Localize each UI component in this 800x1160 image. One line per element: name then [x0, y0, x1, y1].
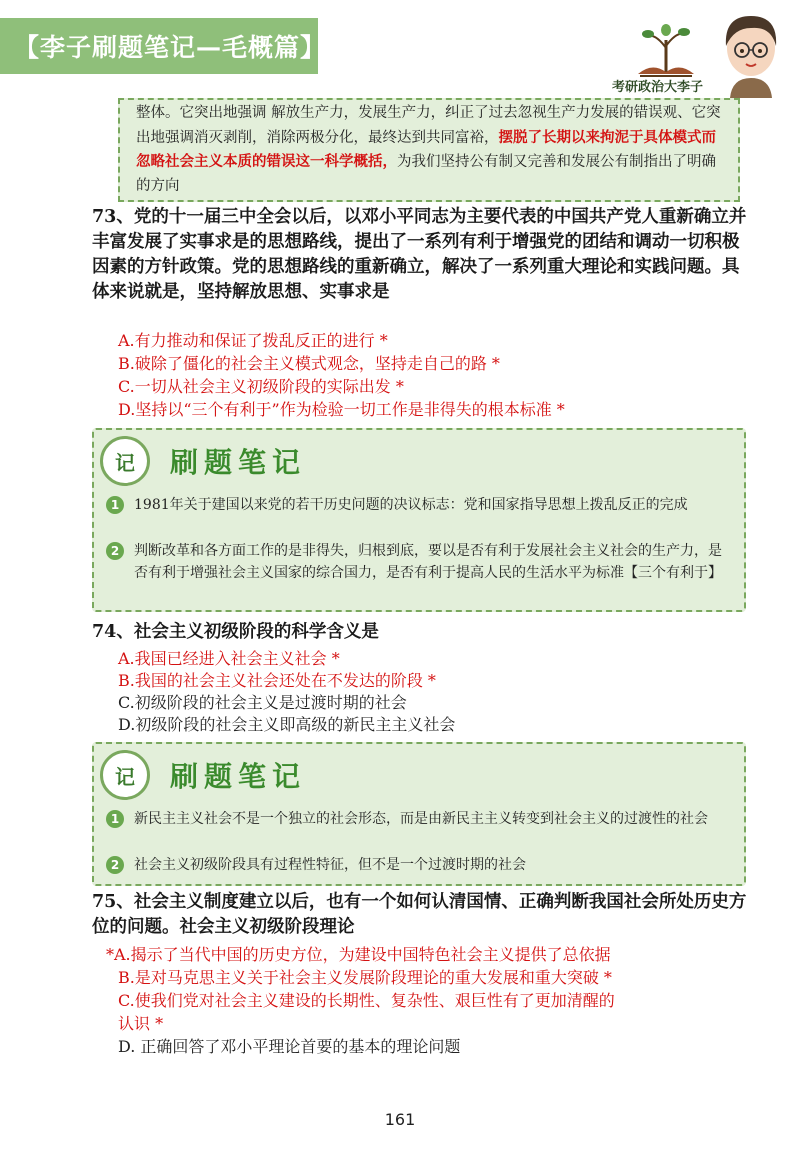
q74-option-c: C.初级阶段的社会主义是过渡时期的社会 — [118, 693, 407, 712]
q74-option-d: D.初级阶段的社会主义即高级的新民主主义社会 — [118, 715, 456, 734]
brand-text: 考研政治大李子 — [612, 80, 704, 95]
item-number-badge: 2 — [106, 542, 124, 560]
q75-option-d: D. 正确回答了邓小平理论首要的基本的理论问题 — [118, 1037, 461, 1056]
q73-option-d: D.坚持以“三个有利于”作为检验一切工作是非得失的根本标准 * — [118, 400, 565, 419]
q75-option-b: B.是对马克思主义关于社会主义发展阶段理论的重大发展和重大突破 * — [118, 968, 612, 987]
continued-note-box — [118, 98, 740, 202]
study-note-item-text: 新民主主义社会不是一个独立的社会形态，而是由新民主主义转变到社会主义的过渡性的社会 — [134, 811, 708, 827]
study-note-box-1 — [92, 428, 746, 612]
study-note-header — [100, 750, 306, 800]
author-avatar — [716, 8, 786, 98]
study-note-header — [100, 436, 306, 486]
q74-option-b: B.我国的社会主义社会还处在不发达的阶段 * — [118, 671, 436, 690]
study-note-item-text: 判断改革和各方面工作的是非得失，归根到底，要以是否有利于发展社会主义社会的生产力，是否有利于增强社会主义国家的综合国力，是否有利于提高人民的生活水平为标准【三个有利于】 — [134, 543, 722, 581]
study-note-item — [106, 808, 724, 830]
page-number: 161 — [384, 1110, 416, 1129]
item-number-badge: 2 — [106, 856, 124, 874]
note-plain-text: 整体。它突出地强调 解放生产力，发展生产力，纠正了过去忽视生产力发展的错误观、它突出地强调消灭剥削，消除两极分化，最终达到共同富裕， — [136, 105, 721, 146]
study-note-item — [106, 540, 724, 584]
study-note-box-2 — [92, 742, 746, 886]
continued-note-text — [136, 102, 726, 198]
q75-option-a: *A.揭示了当代中国的历史方位，为建设中国特色社会主义提供了总依据 — [106, 945, 611, 964]
question-74-stem: 74、社会主义初级阶段的科学含义是 — [92, 622, 379, 642]
q74-option-a: A.我国已经进入社会主义社会 * — [118, 649, 340, 668]
question-73-stem: 73、党的十一届三中全会以后，以邓小平同志为主要代表的中国共产党人重新确立并丰富发展了实事求是的思想路线，提出了一系列有利于增强党的团结和调动一切积极因素的方针政策。党的思想路线的重新确立，解决了一系列重大理论和实践问题。具体来说就是，坚持解放思想、实事求是 — [92, 207, 747, 302]
study-note-item — [106, 494, 724, 516]
study-note-item-text: 1981年关于建国以来党的若干历史问题的决议标志：党和国家指导思想上拨乱反正的完成 — [134, 497, 688, 513]
page-header-title: 【李子刷题笔记—毛概篇】 — [14, 33, 327, 62]
item-number-badge: 1 — [106, 810, 124, 828]
item-number-badge: 1 — [106, 496, 124, 514]
study-note-item — [106, 854, 724, 876]
study-note-title: 刷题笔记 — [170, 760, 307, 793]
q73-option-c: C.一切从社会主义初级阶段的实际出发 * — [118, 377, 404, 396]
note-tail-text: 为我们坚持公有制又完善和发展公有制指出了明确的方向 — [136, 154, 716, 194]
study-note-item-text: 社会主义初级阶段具有过程性特征，但不是一个过渡时期的社会 — [134, 857, 526, 873]
q73-option-a: A.有力推动和保证了拨乱反正的进行 * — [118, 331, 388, 350]
note-highlight-text: 摆脱了长期以来拘泥于具体模式而忽略社会主义本质的错误这一科学概括， — [136, 128, 716, 170]
q75-option-c: C.使我们党对社会主义建设的长期性、复杂性、艰巨性有了更加清醒的 — [118, 991, 615, 1010]
note-magnifier-icon: 记 — [100, 750, 150, 800]
q73-option-b: B.破除了僵化的社会主义模式观念，坚持走自己的路 * — [118, 354, 500, 373]
question-75-stem: 75、社会主义制度建立以后，也有一个如何认清国情、正确判断我国社会所处历史方位的问题。社会主义初级阶段理论 — [92, 892, 747, 937]
note-magnifier-icon: 记 — [100, 436, 150, 486]
q75-option-c-continued: 认识 * — [118, 1014, 164, 1033]
tree-book-logo-icon — [626, 22, 706, 80]
study-note-title: 刷题笔记 — [170, 446, 307, 479]
